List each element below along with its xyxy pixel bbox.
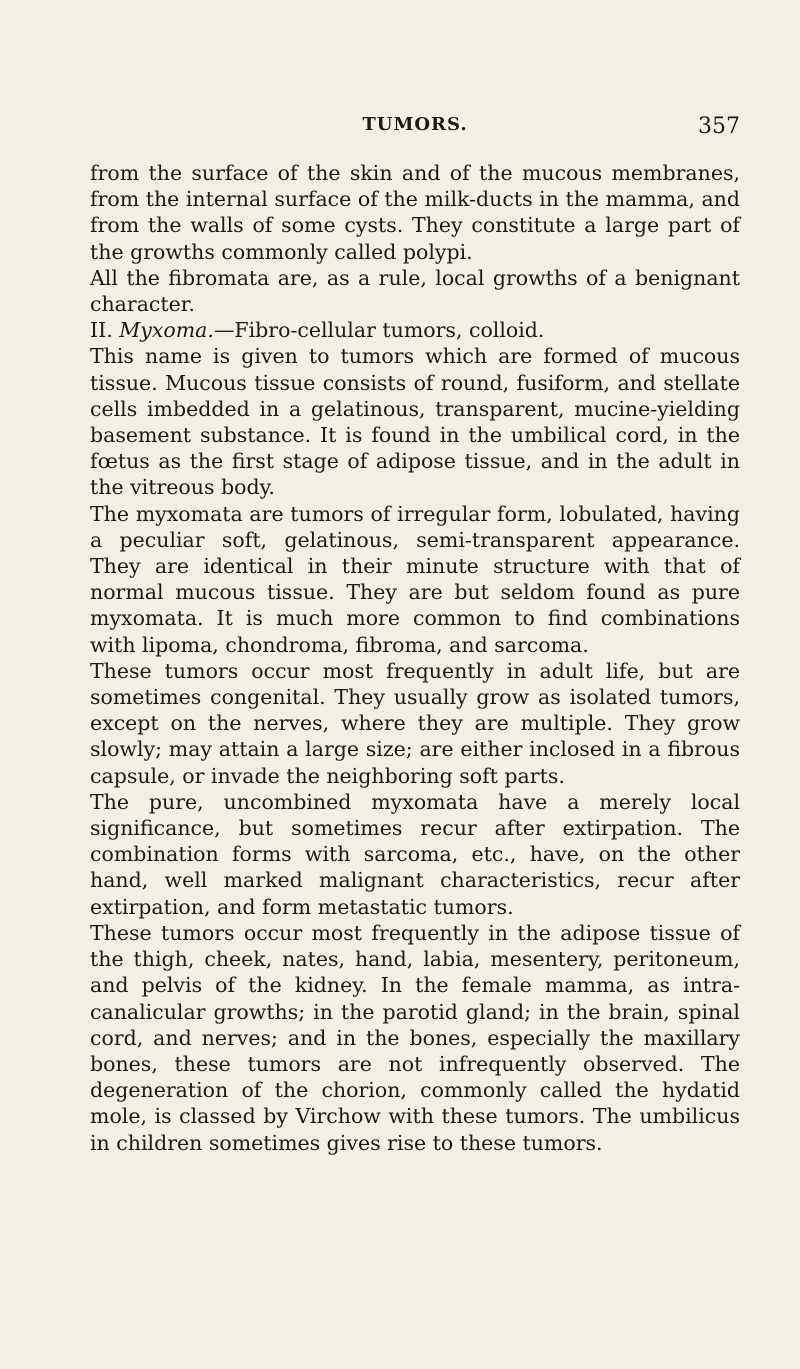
section-heading-myxoma [90,317,740,343]
paragraph-occurrence-growth: These tumors occur most frequently in adult life, but are sometimes congenital. They usually grow as isolated tumors, except on the nerves, where they are multiple. They grow slowly; may attain a large size; are either inclosed in a fibrous capsule, or invade the neighboring soft parts. [90,658,740,788]
paragraph-myxomata-form: The myxomata are tumors of irregular form, lobulated, having a peculiar soft, gelatinous, semi-transparent appearance. They are identical in their minute structure with that of normal mucous tissue. They are but seldom found as pure myxomata. It is much more common to find combinations with lipoma, chondroma, fibroma, and sarcoma. [90,501,740,657]
paragraph-fibromata-benign: All the fibromata are, as a rule, local growths of a benignant character. [90,265,740,317]
running-head-title: TUMORS. [362,114,468,135]
section-number: II. [90,318,113,343]
body-text [90,160,740,1156]
paragraph-fibroma-origins: from the surface of the skin and of the mucous membranes, from the internal surface of the milk-ducts in the mamma, and from the walls of some cysts. They constitute a large part of the growths commonly called polypi. [90,161,740,264]
page-number: 357 [698,114,740,139]
section-name: Myxoma. [119,318,214,343]
running-head [90,114,740,144]
paragraph-significance: The pure, uncombined myxomata have a merely local significance, but sometimes recur after extirpation. The combination forms with sarcoma, etc., have, on the other hand, well marked malignant characteristics, recur after extirpation, and form metastatic tumors. [90,789,740,919]
paragraph-mucous-tissue: This name is given to tumors which are formed of mucous tissue. Mucous tissue consists of round, fusiform, and stellate cells imbedded in a gelatinous, transparent, mucine-yielding basement substance. It is found in the umbilical cord, in the fœtus as the first stage of adipose tissue, and in the adult in the vitreous body. [90,344,740,500]
paragraph-locations: These tumors occur most frequently in the adipose tissue of the thigh, cheek, nates, hand, labia, mesentery, peritoneum, and pelvis of the kidney. In the female mamma, as intra-canalicular growths; in the parotid gland; in the brain, spinal cord, and nerves; and in the bones, especially the maxillary bones, these tumors are not infrequently observed. The degeneration of the chorion, commonly called the hydatid mole, is classed by Virchow with these tumors. The umbilicus in children sometimes gives rise to these tumors. [90,920,740,1155]
section-synonyms: —Fibro-cellular tumors, colloid. [213,318,545,343]
